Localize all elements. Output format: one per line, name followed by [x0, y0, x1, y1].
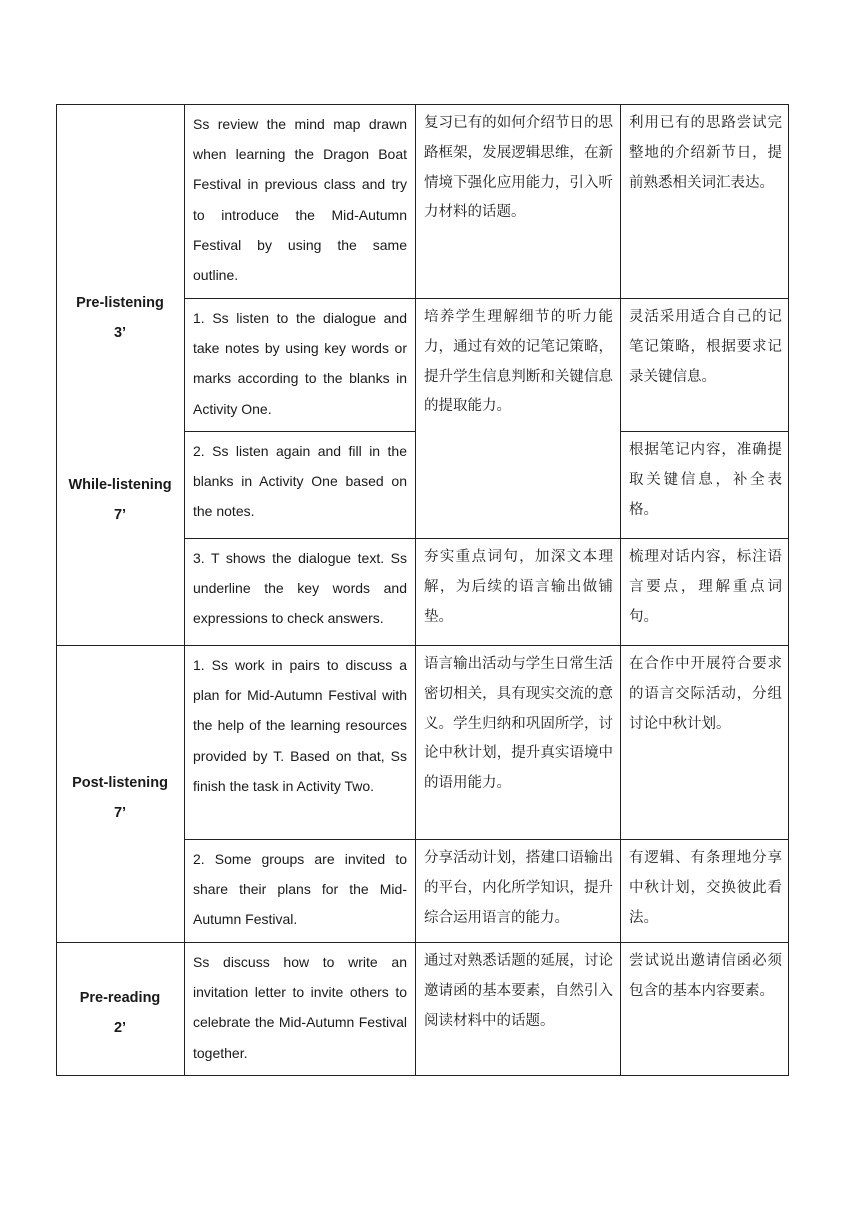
purpose-text: 夯实重点词句，加深文本理解，为后续的语言输出做铺垫。	[424, 549, 613, 625]
stage-time: 2’	[113, 1020, 127, 1036]
column-divider	[415, 104, 416, 1076]
stage-label	[56, 983, 184, 1043]
purpose-text: 复习已有的如何介绍节日的思路框架，发展逻辑思维，在新情境下强化应用能力，引入听力材料的话题。	[424, 115, 613, 221]
column-divider	[620, 104, 621, 1076]
purpose-text: 通过对熟悉话题的延展，讨论邀请函的基本要素，自然引入阅读材料中的话题。	[424, 953, 613, 1029]
evaluation-text: 尝试说出邀请信函必须包含的基本内容要素。	[629, 953, 782, 999]
stage-time: 7’	[113, 507, 127, 523]
row-divider	[184, 298, 789, 299]
stage-name: Pre-reading	[79, 990, 161, 1006]
activity-text: 2. Some groups are invited to share their plans for the Mid-Autumn Festival.	[193, 851, 407, 928]
stage-name: Post-listening	[72, 775, 168, 791]
activity-text: 2. Ss listen again and fill in the blanks in Activity One based on the notes.	[193, 443, 407, 520]
purpose-text: 培养学生理解细节的听力能力，通过有效的记笔记策略，提升学生信息判断和关键信息的提取能力。	[424, 309, 613, 415]
row-divider	[620, 431, 789, 432]
table-border-right	[788, 104, 789, 1076]
evaluation-text: 在合作中开展符合要求的语言交际活动，分组讨论中秋计划。	[629, 656, 782, 732]
activity-text: 3. T shows the dialogue text. Ss underline the key words and expressions to check answers.	[193, 550, 407, 627]
stage-label	[56, 470, 184, 530]
row-divider	[184, 431, 416, 432]
column-divider	[184, 104, 185, 1076]
row-divider	[184, 538, 789, 539]
stage-time: 3’	[113, 325, 127, 341]
stage-label	[56, 288, 184, 348]
evaluation-text: 梳理对话内容，标注语言要点，理解重点词句。	[629, 549, 782, 625]
stage-name: While-listening	[68, 477, 172, 493]
evaluation-text: 根据笔记内容，准确提取关键信息，补全表格。	[629, 442, 782, 518]
activity-text: 1. Ss listen to the dialogue and take notes by using key words or marks according to the blanks in Activity One.	[193, 310, 407, 417]
stage-time: 7’	[113, 805, 127, 821]
table-border-bottom	[56, 1075, 789, 1076]
evaluation-text: 有逻辑、有条理地分享中秋计划，交换彼此看法。	[629, 850, 782, 926]
evaluation-text: 灵活采用适合自己的记笔记策略，根据要求记录关键信息。	[629, 309, 782, 385]
stage-label	[56, 768, 184, 828]
stage-name: Pre-listening	[76, 295, 164, 311]
activity-text: Ss review the mind map drawn when learning the Dragon Boat Festival in previous class and try to introduce the Mid-Autumn Festival by using the same outline.	[193, 116, 407, 284]
stage-divider	[56, 645, 789, 646]
stage-divider	[56, 942, 789, 943]
row-divider	[184, 839, 789, 840]
table-border-left	[56, 104, 57, 1076]
evaluation-text: 利用已有的思路尝试完整地的介绍新节日，提前熟悉相关词汇表达。	[629, 115, 782, 191]
activity-text: Ss discuss how to write an invitation letter to invite others to celebrate the Mid-Autumn Festival together.	[193, 954, 407, 1061]
activity-text: 1. Ss work in pairs to discuss a plan for Mid-Autumn Festival with the help of the learning resources provided by T. Based on that, Ss finish the task in Activity Two.	[193, 657, 407, 794]
purpose-text: 分享活动计划，搭建口语输出的平台，内化所学知识，提升综合运用语言的能力。	[424, 850, 613, 926]
purpose-text: 语言输出活动与学生日常生活密切相关，具有现实交流的意义。学生归纳和巩固所学，讨论中秋计划，提升真实语境中的语用能力。	[424, 656, 613, 792]
table-border-top	[56, 104, 789, 105]
